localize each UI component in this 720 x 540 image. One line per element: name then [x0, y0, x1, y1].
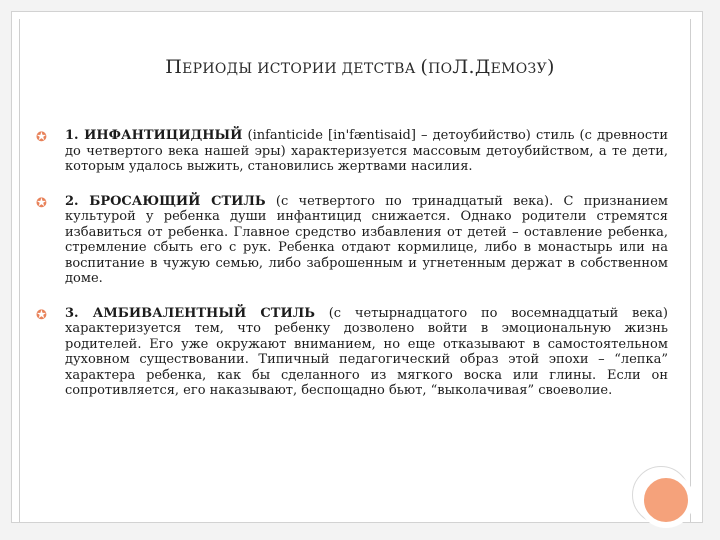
list-item-body: (с четырнадцатого по восемнадцатый века) характеризуется тем, что ребенку дозволено войти в эмоциональную жизнь родителей. Его уже окружают вниманием, но еще отказывают в самостоятельном духовном существовании. Типичный педагогический образ этой эпохи – “лепка” характера ребенка, как бы сделанного из мягкого воска или глины. Если он сопротивляется, его наказывают, беспощадно бьют, “выколачивая” своеволие.: [65, 305, 668, 398]
decorative-orange-circle: [638, 472, 694, 528]
slide-right-rule: [690, 19, 691, 522]
list-item-heading: 3. АМБИВАЛЕНТНЫЙ СТИЛЬ: [65, 305, 315, 321]
title-part: ПО: [428, 61, 453, 77]
title-part: Л.Д: [452, 56, 491, 78]
list-item-text: [65, 194, 668, 287]
title-part: (: [420, 56, 429, 78]
list-item-text: [65, 128, 668, 175]
list-item: [36, 306, 668, 399]
slide-left-rule: [19, 19, 20, 522]
list-item-body: (infanticide [in'fæntisaid] – детоубийство) стиль (с древности до четвертого века нашей эры) характеризуется массовым детоубийством, а те дети, которым удалось выжить, становились жертвами насилия.: [65, 128, 668, 174]
bullet-icon: ✪: [36, 130, 47, 145]
bullet-icon: ✪: [36, 195, 47, 211]
list-item: [36, 194, 668, 287]
slide-content: [36, 128, 668, 418]
title-part: ЕМОЗУ: [490, 61, 547, 77]
list-item-heading: 1. ИНФАНТИЦИДНЫЙ: [65, 128, 243, 143]
bullet-icon: ✪: [36, 307, 47, 323]
title-part: ): [546, 56, 555, 78]
list-item-text: [65, 306, 668, 399]
list-item-body: (с четвертого по тринадцатый века). С признанием культурой у ребенка души инфантицид снижается. Однако родители стремятся избавиться от ребенка. Главное средство избавления от детей – оставление ребенка, стремление сбыть его с рук. Ребенка отдают кормилице, либо в монастырь или на воспитание в чужую семью, либо заброшенным и угнетенным держат в собственном доме.: [65, 193, 668, 286]
slide-title: [60, 56, 660, 78]
list-item-heading: 2. БРОСАЮЩИЙ СТИЛЬ: [65, 193, 266, 209]
list-item: [36, 128, 668, 175]
title-part: П: [165, 56, 183, 78]
title-part: ЕРИОДЫ ИСТОРИИ ДЕТСТВА: [182, 61, 421, 77]
